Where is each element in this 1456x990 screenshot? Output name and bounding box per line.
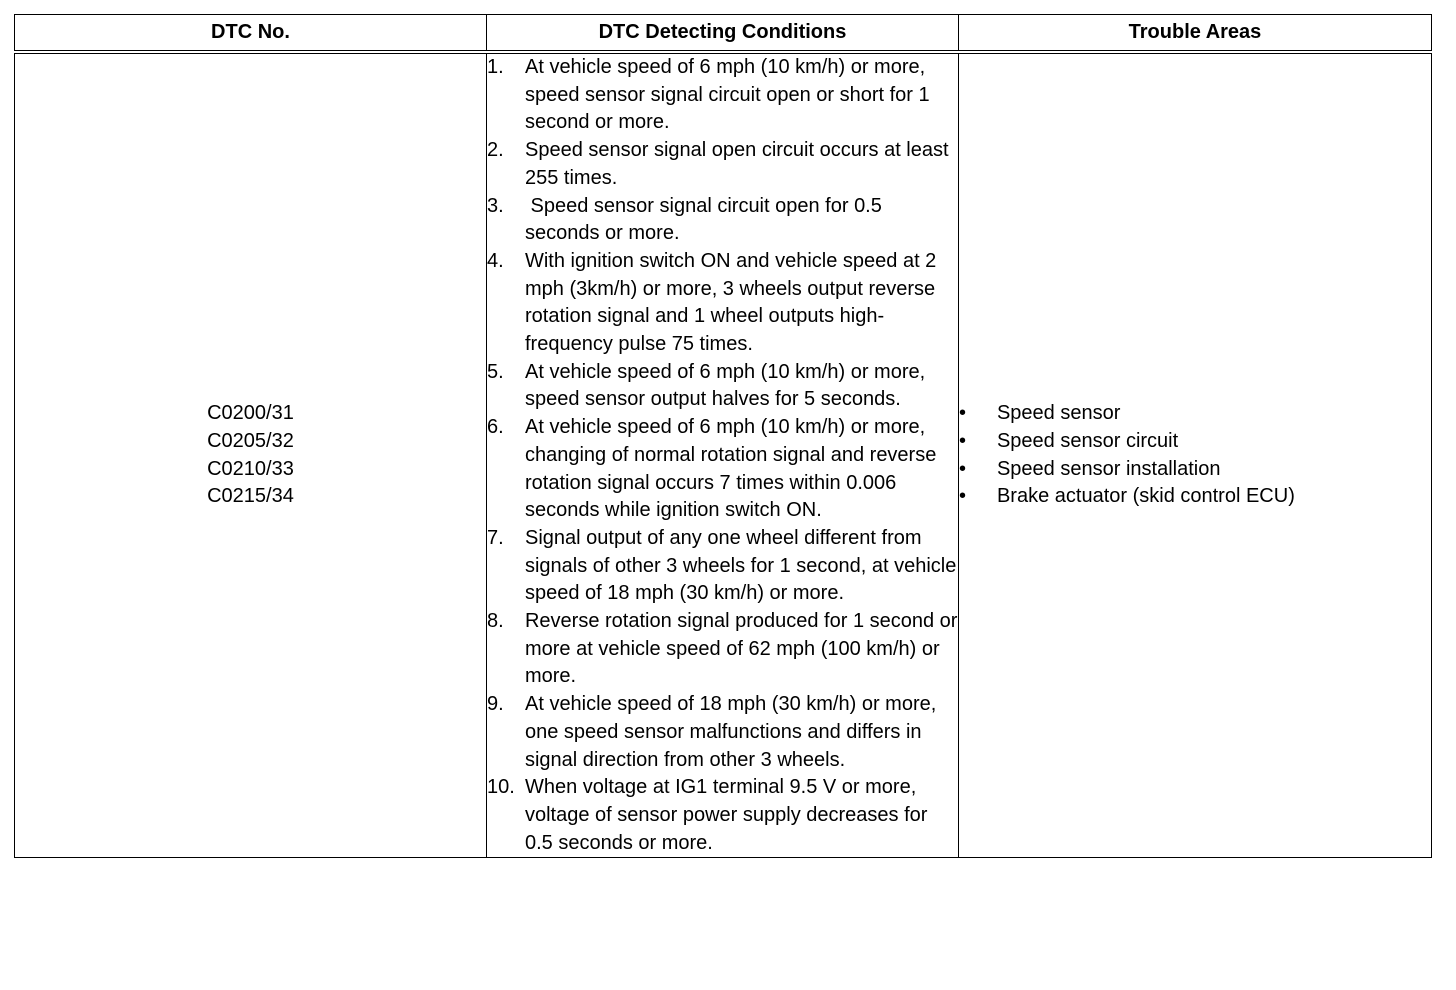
dtc-table	[14, 14, 1432, 858]
condition-number: 5.	[486, 360, 504, 383]
condition-item	[486, 608, 964, 691]
condition-item	[487, 414, 958, 525]
trouble-area-item	[959, 483, 1431, 511]
condition-item	[487, 248, 958, 359]
trouble-area-item	[959, 400, 1431, 428]
bullet-icon: •	[958, 485, 966, 508]
condition-item	[487, 774, 958, 857]
dtc-code: C0205/32	[207, 429, 294, 452]
condition-number: 7.	[486, 526, 504, 549]
condition-text: Signal output of any one wheel different from signals of other 3 wheels for 1 second, at vehicle speed of 18 mph (30 km/h) or more.	[524, 526, 962, 605]
condition-text: At vehicle speed of 6 mph (10 km/h) or more, speed sensor signal circuit open or short for 1 second or more.	[524, 56, 936, 134]
trouble-area-item	[959, 428, 1431, 456]
condition-item	[487, 691, 958, 774]
condition-number: 6.	[486, 416, 504, 439]
trouble-areas-cell	[958, 52, 1431, 858]
condition-number: 3.	[486, 194, 504, 217]
table-header-row	[15, 15, 1432, 53]
dtc-code: C0210/33	[207, 457, 294, 480]
table-row	[15, 52, 1432, 858]
dtc-codes-cell	[15, 52, 487, 858]
trouble-area-text: Speed sensor circuit	[996, 429, 1179, 452]
condition-number: 8.	[486, 610, 504, 633]
condition-text: At vehicle speed of 6 mph (10 km/h) or more, speed sensor output halves for 5 seconds.	[524, 360, 931, 411]
condition-item	[487, 54, 958, 137]
condition-number: 9.	[486, 693, 504, 716]
condition-item	[486, 525, 962, 608]
condition-item	[487, 193, 958, 248]
trouble-area-text: Speed sensor	[996, 402, 1121, 425]
bullet-icon: •	[958, 402, 966, 425]
condition-number: 4.	[486, 249, 504, 272]
dtc-code: C0215/34	[207, 485, 294, 508]
dtc-code: C0200/31	[207, 402, 294, 425]
condition-number: 1.	[486, 56, 504, 78]
bullet-icon: •	[958, 457, 966, 480]
condition-number: 2.	[486, 139, 504, 162]
condition-item	[487, 137, 958, 192]
condition-text: Speed sensor signal circuit open for 0.5 seconds or more.	[524, 194, 888, 245]
condition-text: When voltage at IG1 terminal 9.5 V or more, voltage of sensor power supply decreases for 0.5 seconds or more.	[524, 776, 933, 854]
trouble-area-text: Brake actuator (skid control ECU)	[996, 485, 1295, 508]
condition-text: At vehicle speed of 6 mph (10 km/h) or more, changing of normal rotation signal and reverse rotation signal occurs 7 times within 0.006 seconds while ignition switch ON.	[524, 416, 942, 522]
condition-text: Speed sensor signal open circuit occurs at least 255 times.	[524, 139, 955, 189]
conditions-cell	[486, 52, 964, 858]
trouble-area-text: Speed sensor installation	[996, 457, 1221, 480]
header-trouble-areas: Trouble Areas	[958, 15, 1431, 53]
header-detecting-conditions: DTC Detecting Conditions	[486, 15, 958, 53]
condition-item	[487, 359, 958, 414]
condition-number: 10.	[486, 776, 515, 799]
condition-text: With ignition switch ON and vehicle speed at 2 mph (3km/h) or more, 3 wheels output reverse rotation signal and 1 wheel outputs high-frequency pulse 75 times.	[524, 249, 942, 356]
condition-text: Reverse rotation signal produced for 1 second or more at vehicle speed of 62 mph (100 km/h) or more.	[524, 610, 964, 688]
condition-text: At vehicle speed of 18 mph (30 km/h) or more, one speed sensor malfunctions and differs in signal direction from other 3 wheels.	[524, 693, 942, 771]
bullet-icon: •	[958, 429, 966, 452]
trouble-area-item	[959, 456, 1431, 484]
header-dtc-no: DTC No.	[15, 15, 487, 53]
